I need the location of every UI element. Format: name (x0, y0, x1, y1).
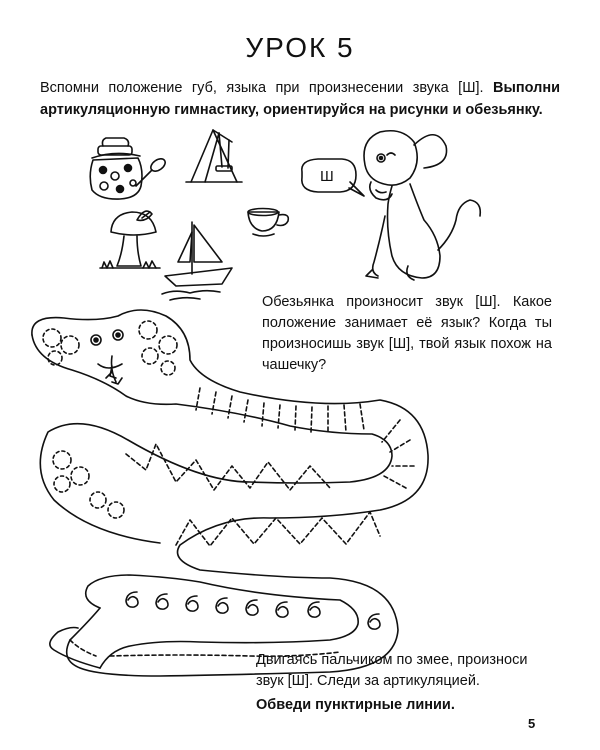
snake-pattern-circles (43, 321, 177, 518)
intro-text: Вспомни положение губ, языка при произнесении звука [Ш]. (40, 80, 484, 96)
lesson-title: УРОК 5 (245, 32, 355, 63)
task-instruction: Обведи пунктирные линии. (256, 697, 455, 713)
sailboat-icon (162, 222, 232, 300)
swing-icon (186, 130, 242, 182)
honey-jar-icon (90, 138, 142, 199)
snake-pattern-zigzag (126, 444, 380, 546)
teacup-icon (248, 209, 288, 237)
intro-instruction: Выполни артикуляционную гимнастику, ориентируйся на рисунки и обезьянку. (40, 80, 560, 118)
page-number: 5 (528, 716, 536, 731)
spoon-icon (136, 156, 167, 186)
monkey-icon (364, 131, 480, 280)
speech-bubble-letter: Ш (320, 168, 334, 185)
task-text: Двигаясь пальчиком по змее, произноси звук [Ш]. Следи за артикуляцией. (256, 652, 528, 689)
snake-pattern-spirals (126, 592, 380, 629)
question-paragraph: Обезьянка произносит звук [Ш]. Какое положение занимает её язык? Когда ты произносишь звук [Ш], твой язык похож на чашечку? (262, 294, 552, 373)
mushroom-icon (100, 211, 160, 268)
task-paragraph (256, 650, 556, 716)
